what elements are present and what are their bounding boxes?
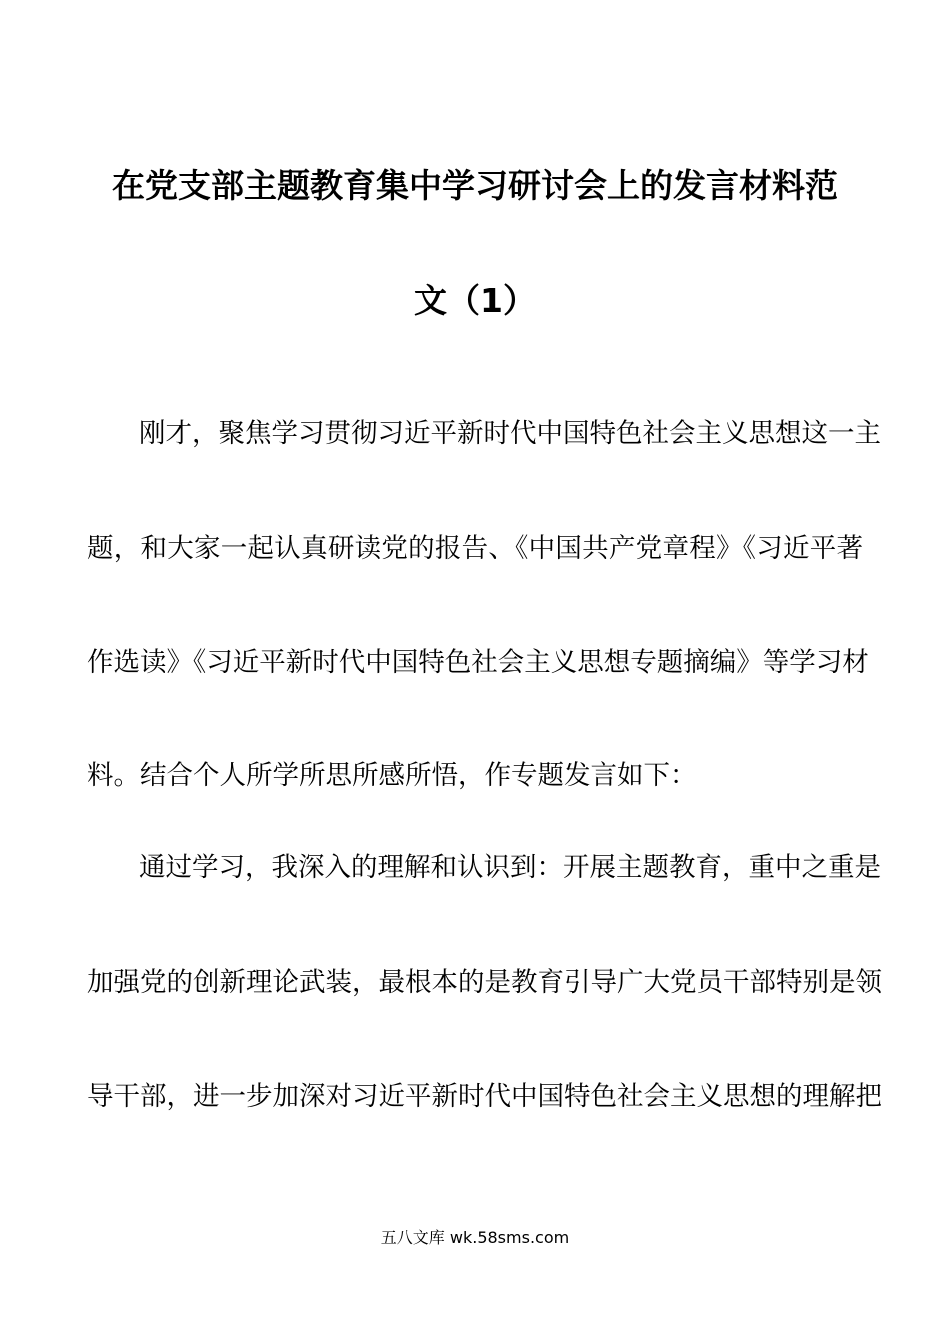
- paragraph-2-line-3: 导干部，进一步加深对习近平新时代中国特色社会主义思想的理解把: [87, 1081, 882, 1112]
- footer-watermark: 五八文库 wk.58sms.com: [380, 1228, 570, 1247]
- paragraph-1-line-2: 题，和大家一起认真研读党的报告、《中国共产党章程》《习近平著: [87, 533, 863, 564]
- document-title-line-2: 文（1）: [414, 281, 536, 320]
- paragraph-2-line-1: 通过学习，我深入的理解和认识到：开展主题教育，重中之重是: [139, 852, 881, 883]
- document-title-line-1: 在党支部主题教育集中学习研讨会上的发言材料范: [112, 166, 838, 205]
- paragraph-2-line-2: 加强党的创新理论武装，最根本的是教育引导广大党员干部特别是领: [87, 967, 882, 998]
- paragraph-1-line-3: 作选读》《习近平新时代中国特色社会主义思想专题摘编》等学习材: [87, 647, 869, 678]
- paragraph-1-line-4: 料。结合个人所学所思所感所悟，作专题发言如下：: [87, 760, 697, 791]
- paragraph-1-line-1: 刚才，聚焦学习贯彻习近平新时代中国特色社会主义思想这一主: [139, 418, 881, 449]
